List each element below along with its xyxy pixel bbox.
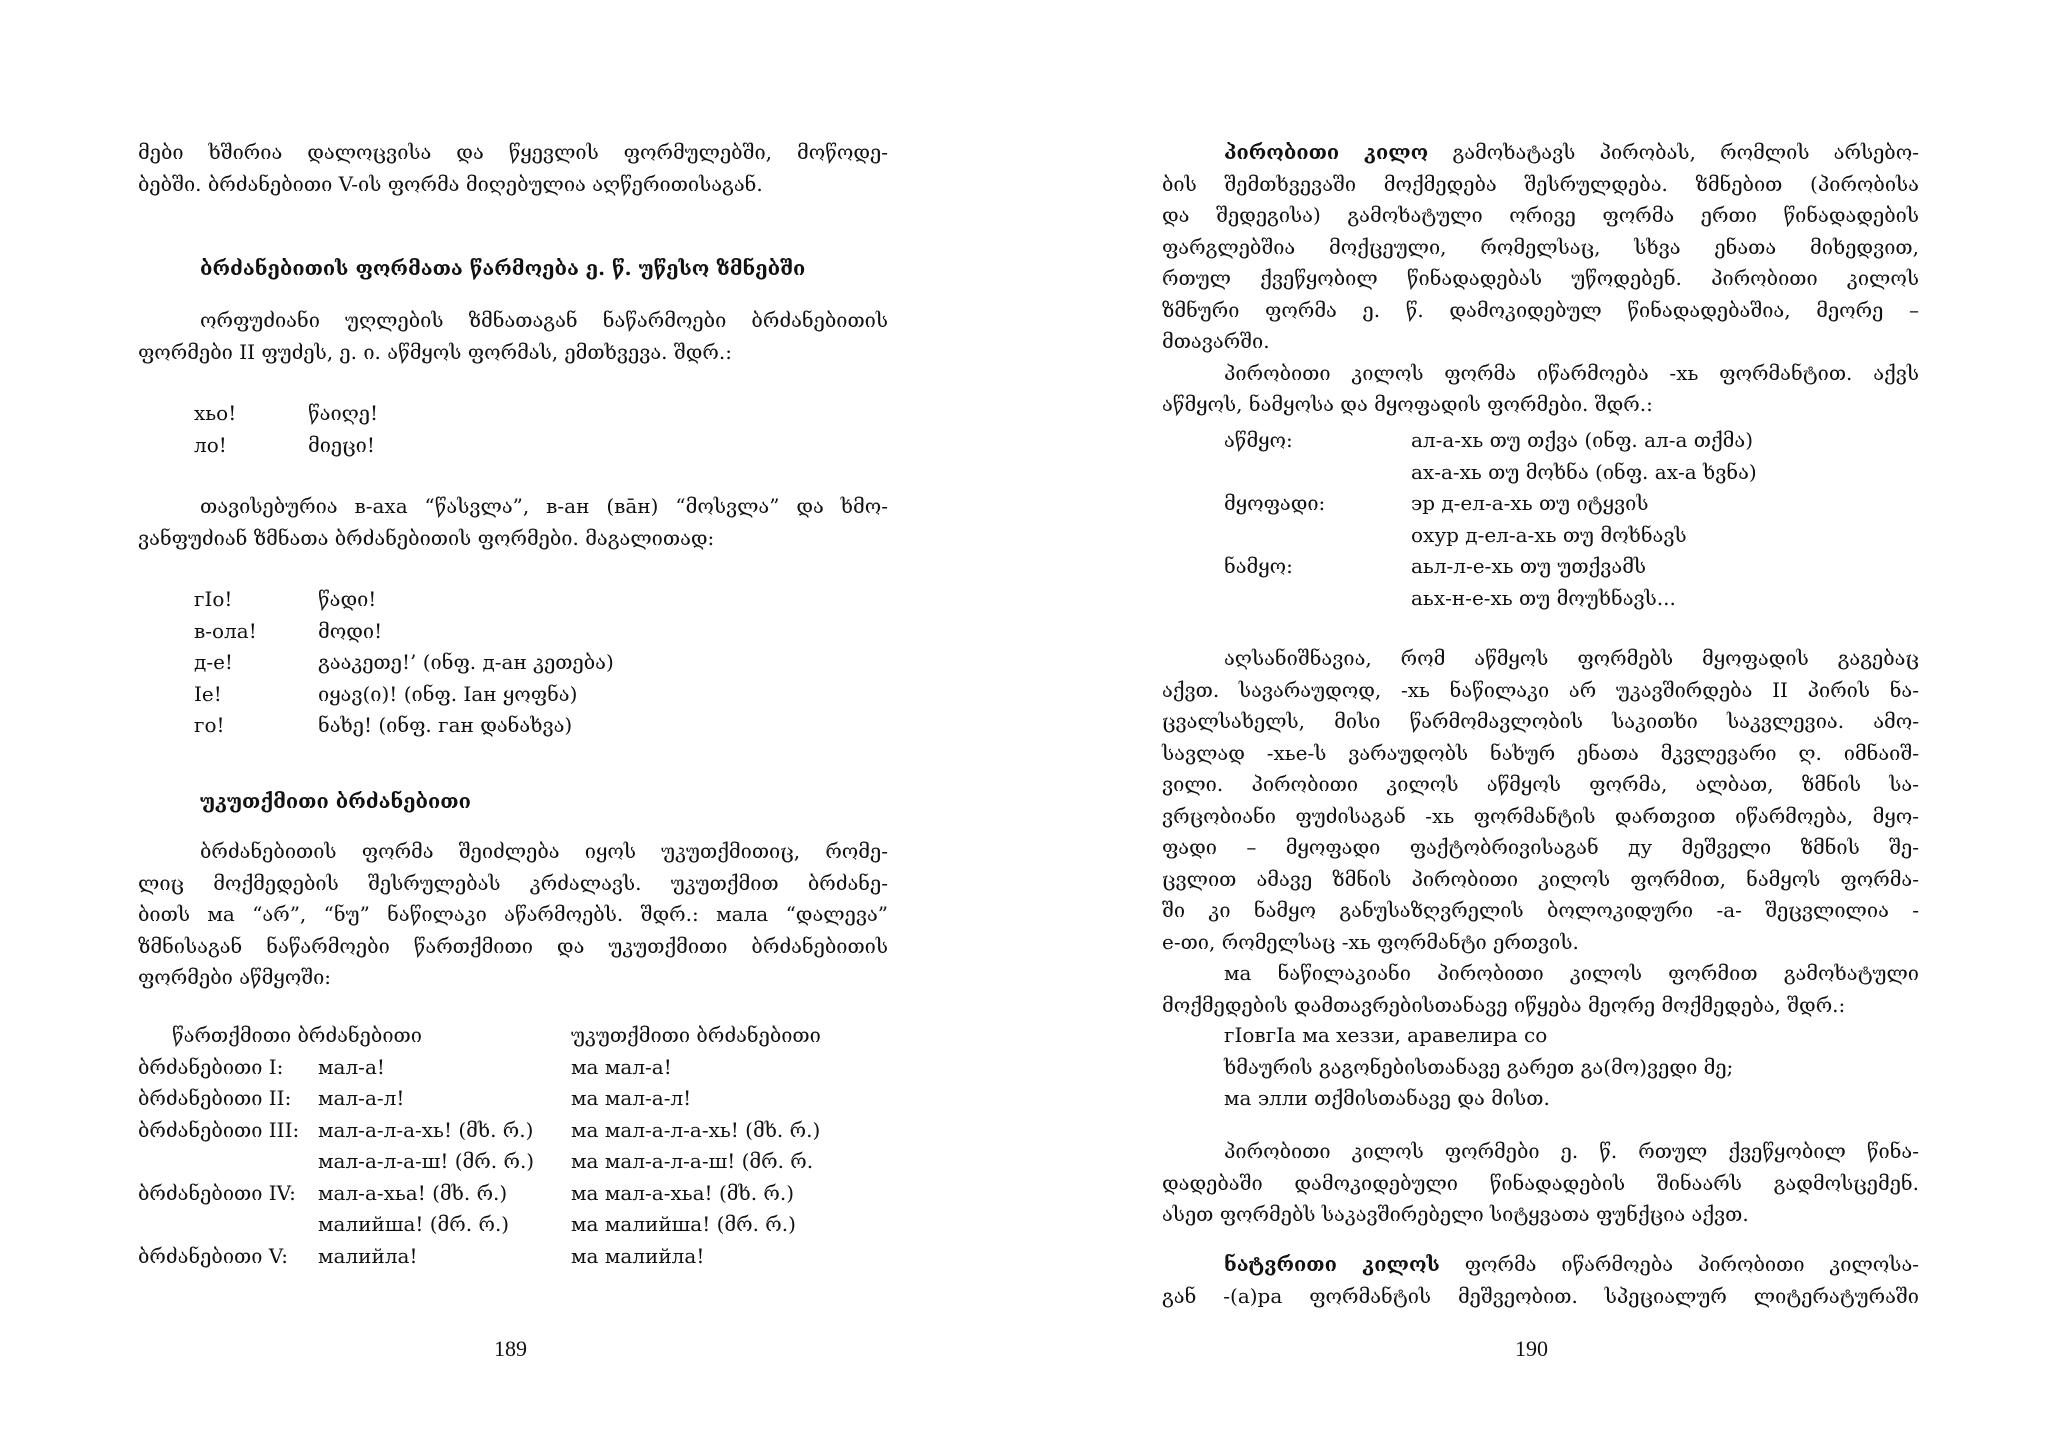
table-row — [138, 1178, 898, 1210]
text-line: თავისებურია в-аха “წასვლა”, в-ан (вāн) “მოსვლა” და ხმო- — [200, 494, 888, 518]
paragraph — [138, 836, 888, 994]
text-line: ლიც მოქმედების შესრულებას კრძალავს. უკუთქმით ბრძანე- — [138, 870, 888, 895]
example-term: хьо! — [194, 401, 237, 425]
example-form: ал-а-хь თუ თქვა (ინფ. ал-а თქმა) — [1411, 428, 1753, 452]
table-header-row — [138, 1020, 898, 1052]
text-line: აწმყოს, ნამყოსა და მყოფადის ფორმები. შდრ.: — [1162, 392, 1653, 416]
example-list — [194, 398, 378, 461]
example-gloss: ნახე! (ინფ. ган დანახვა) — [318, 713, 573, 737]
table-row — [138, 1083, 898, 1115]
text-line: ში კი ნამყო განუსაზღვრელის ბოლოკიდური -а- შეცვლილია - — [1162, 898, 1919, 922]
text-line: ვრცობიანი ფუძისაგან -хь ფორმანტის დართვით იწარმოება, მყო- — [1162, 803, 1919, 828]
table-cell-positive: мал-а-л-а-хь! (მხ. რ.) — [318, 1117, 534, 1142]
example-form: эр д-ел-а-хь თუ იტყვის — [1411, 491, 1649, 515]
text-line: პირობითი კილოს ფორმა იწარმოება -хь ფორმანტით. აქვს — [1224, 360, 1919, 385]
table-label: ბრძანებითი IV: — [138, 1180, 296, 1205]
section-heading: უკუთქმითი ბრძანებითი — [200, 789, 471, 813]
table-cell-negative: ма мал-а-л-а-хь! (მხ. რ.) — [571, 1117, 821, 1142]
text-line: ბრძანებითის ფორმა შეიძლება იყოს უკუთქმითიც, რომე- — [200, 839, 888, 863]
paragraph — [1162, 1136, 1919, 1231]
table-label: ბრძანებითი II: — [138, 1086, 292, 1110]
example-row — [194, 430, 378, 462]
text-line: ма элли თქმისთანავე და მისთ. — [1224, 1086, 1550, 1110]
text-line: ма ნაწილაკიანი პირობითი კილოს ფორმით გამოხატული — [1224, 961, 1919, 985]
example-row — [1224, 551, 1757, 583]
table-cell-negative: ма мал-а! — [571, 1054, 672, 1079]
table-row — [138, 1146, 898, 1178]
text-line: მთავარში. — [1162, 329, 1270, 353]
table-cell-negative: ма мал-а-л! — [571, 1086, 692, 1110]
forms-table — [138, 1020, 898, 1272]
table-cell-positive: малийла! — [318, 1243, 418, 1268]
table-cell-positive: малийша! (მრ. რ.) — [318, 1212, 510, 1236]
example-gloss: გააკეთე!’ (ინფ. д-ан კეთება) — [318, 650, 614, 674]
example-form: охур д-ел-а-хь თუ მოხნავს — [1411, 522, 1687, 547]
text-line: ცვლით ამავე ზმნის პირობითი კილოს ფორმით, ნამყოს ფორმა- — [1162, 866, 1919, 891]
page-number: 190 — [1515, 1336, 1548, 1361]
bold-term: პირობითი კილო — [1224, 140, 1429, 164]
example-row — [1224, 520, 1757, 552]
text-line: ვანფუძიან ზმნათა ბრძანებითის ფორმები. მაგალითად: — [138, 525, 715, 550]
text-line: აქვთ. სავარაუდოდ, -хь ნაწილაკი არ უკავშირდება II პირის ნა- — [1162, 677, 1919, 702]
example-gloss: წადი! — [318, 587, 377, 611]
example-row — [1224, 457, 1757, 489]
table-label: ბრძანებითი V: — [138, 1243, 288, 1268]
section-heading: ბრძანებითის ფორმათა წარმოება ე. წ. უწესო ზმნებში — [200, 256, 806, 280]
example-label: მყოფადი: — [1224, 491, 1326, 515]
text-line: ბითს ма “არ”, “ნუ” ნაწილაკი აწარმოებს. შდრ.: мала “დალევა” — [138, 902, 888, 926]
example-term: Iе! — [194, 681, 222, 706]
example-gloss: იყავ(ი)! (ინფ. Iан ყოფნა) — [318, 681, 578, 706]
text-line: ბებში. ბრძანებითი V-ის ფორმა მიღებულია აღწერითისაგან. — [138, 171, 763, 196]
paragraph — [1162, 137, 1919, 421]
table-label: ბრძანებითი I: — [138, 1054, 284, 1079]
example-term: го! — [194, 713, 225, 737]
text-line: ვილი. პირობითი კილოს აწმყოს ფორმა, ალბათ, ზმნის სა- — [1162, 772, 1919, 796]
example-gloss: წაიღე! — [308, 401, 379, 425]
example-term: гIо! — [194, 587, 233, 611]
text-line: е-თი, რომელსაც -хь ფორმანტი ერთვის. — [1162, 929, 1579, 954]
table-row — [138, 1052, 898, 1084]
text-line: აღსანიშნავია, რომ აწმყოს ფორმებს მყოფადის გაგებაც — [1224, 646, 1919, 670]
table-header: უკუთქმითი ბრძანებითი — [571, 1023, 821, 1047]
table-cell-negative: ма малийша! (მრ. რ.) — [571, 1212, 796, 1236]
example-row — [1224, 583, 1757, 615]
example-row — [1224, 488, 1757, 520]
example-row — [1224, 425, 1757, 457]
text-line: რთულ ქვეწყობილ წინადადებას უწოდებენ. პირობითი კილოს — [1162, 266, 1919, 290]
text-line: მები ხშირია დალოცვისა და წყევლის ფორმულებში, მოწოდე- — [138, 140, 888, 164]
example-row — [194, 584, 614, 616]
text-line: ცვალსახელს, მისი წარმომავლობის საკითხი საკვლევია. ამო- — [1162, 709, 1919, 733]
table-cell-negative: ма мал-а-л-а-ш! (მრ. რ. — [571, 1149, 814, 1173]
text-line: ორფუძიანი უღლების ზმნათაგან ნაწარმოები ბრძანებითის — [200, 308, 888, 332]
text-line — [1162, 1249, 1919, 1281]
table-cell-positive: мал-а-л! — [318, 1086, 405, 1110]
text-line: და შედეგისა) გამოხატული ორივე ფორმა ერთი წინადადების — [1162, 203, 1919, 227]
example-row — [194, 647, 614, 679]
text-line: დადებაში დამოკიდებული წინადადების შინაარს გადმოსცემენ. — [1162, 1170, 1919, 1195]
example-row — [194, 679, 614, 711]
example-term: д-е! — [194, 650, 233, 674]
paragraph — [138, 305, 888, 368]
paragraph — [1162, 643, 1919, 1021]
paragraph — [138, 491, 888, 554]
text-line: ფორმები II ფუძეს, ე. ი. აწმყოს ფორმას, ემთხვევა. შდრ.: — [138, 339, 732, 364]
example-form: аьл-л-е-хь თუ უთქვამს — [1411, 554, 1647, 578]
text-span: გამოხატავს პირობას, რომლის არსებო- — [1428, 140, 1919, 164]
table-cell-positive: мал-а-л-а-ш! (მრ. რ.) — [318, 1149, 535, 1173]
page-number: 189 — [494, 1336, 527, 1361]
example-label: ნამყო: — [1224, 554, 1293, 578]
text-line: ფადი – მყოფადი ფაქტობრივისაგან ду მეშველი ზმნის შე- — [1162, 835, 1919, 859]
table-label: ბრძანებითი III: — [138, 1117, 300, 1142]
text-span: ფორმა იწარმოება პირობითი კილოსა- — [1439, 1252, 1920, 1276]
table-cell-positive: мал-а-хьа! (მხ. რ.) — [318, 1180, 508, 1205]
table-row — [138, 1115, 898, 1147]
text-line: ფარგლებშია მოქცეული, რომელსაც, სხვა ენათა მიხედვით, — [1162, 234, 1919, 259]
example-list — [1224, 425, 1757, 614]
text-line — [1162, 137, 1919, 169]
example-term: ло! — [194, 432, 227, 457]
table-cell-negative: ма мал-а-хьа! (მხ. რ.) — [571, 1180, 795, 1205]
table-row — [138, 1241, 898, 1273]
text-line: მოქმედების დამთავრებისთანავე იწყება მეორე მოქმედება, შდრ.: — [1162, 992, 1846, 1017]
paragraph-intro — [138, 137, 888, 200]
table-label — [138, 1146, 318, 1178]
example-label — [1224, 583, 1411, 615]
table-cell-positive: мал-а! — [318, 1054, 385, 1079]
example-row — [194, 616, 614, 648]
text-line: ზმნური ფორმა ე. წ. დამოკიდებულ წინადადებაშია, მეორე – — [1162, 297, 1919, 322]
paragraph — [1162, 1249, 1919, 1312]
example-list — [194, 584, 614, 742]
text-line: სავლად -хье-ს ვარაუდობს ნახურ ენათა მკვლევარი ღ. იმნაიშ- — [1162, 740, 1919, 765]
example-gloss: მოდი! — [318, 618, 383, 643]
table-label — [138, 1209, 318, 1241]
example-label: აწმყო: — [1224, 428, 1293, 452]
text-line: გან -(а)ра ფორმანტის მეშვეობით. სპეციალურ ლიტერატურაში — [1162, 1283, 1919, 1308]
text-line: ასეთ ფორმებს საკავშირებელი სიტყვათა ფუნქცია აქვთ. — [1162, 1202, 1749, 1226]
example-form: ах-а-хь თუ მოხნა (ინფ. ах-а ხვნა) — [1411, 459, 1757, 484]
table-header: წართქმითი ბრძანებითი — [172, 1023, 422, 1047]
text-line: ხმაურის გაგონებისთანავე გარეთ გა(მო)ვედი მე; — [1224, 1054, 1734, 1079]
example-row — [194, 398, 378, 430]
text-line: ბის შემთხვევაში მოქმედება შესრულდება. ზმნებით (პირობისა — [1162, 171, 1919, 196]
right-page — [1024, 0, 2048, 1447]
example-row — [194, 710, 614, 742]
quoted-example — [1224, 1020, 1733, 1115]
text-line: ზმნისაგან ნაწარმოები წართქმითი და უკუთქმითი ბრძანებითის — [138, 933, 888, 958]
text-line: гIовгIа ма хеззи, аравелира со — [1224, 1023, 1548, 1047]
example-gloss: მიეცი! — [308, 432, 375, 457]
bold-term: ნატვრითი კილოს — [1224, 1252, 1440, 1276]
example-form: аьх-н-е-хь თუ მოუხნავს... — [1411, 585, 1676, 610]
table-cell-negative: ма малийла! — [571, 1243, 705, 1268]
example-term: в-ола! — [194, 618, 257, 643]
example-label — [1224, 457, 1411, 489]
example-label — [1224, 520, 1411, 552]
text-line: პირობითი კილოს ფორმები ე. წ. რთულ ქვეწყობილ წინა- — [1224, 1139, 1919, 1163]
text-line: ფორმები აწმყოში: — [138, 965, 332, 989]
table-row — [138, 1209, 898, 1241]
